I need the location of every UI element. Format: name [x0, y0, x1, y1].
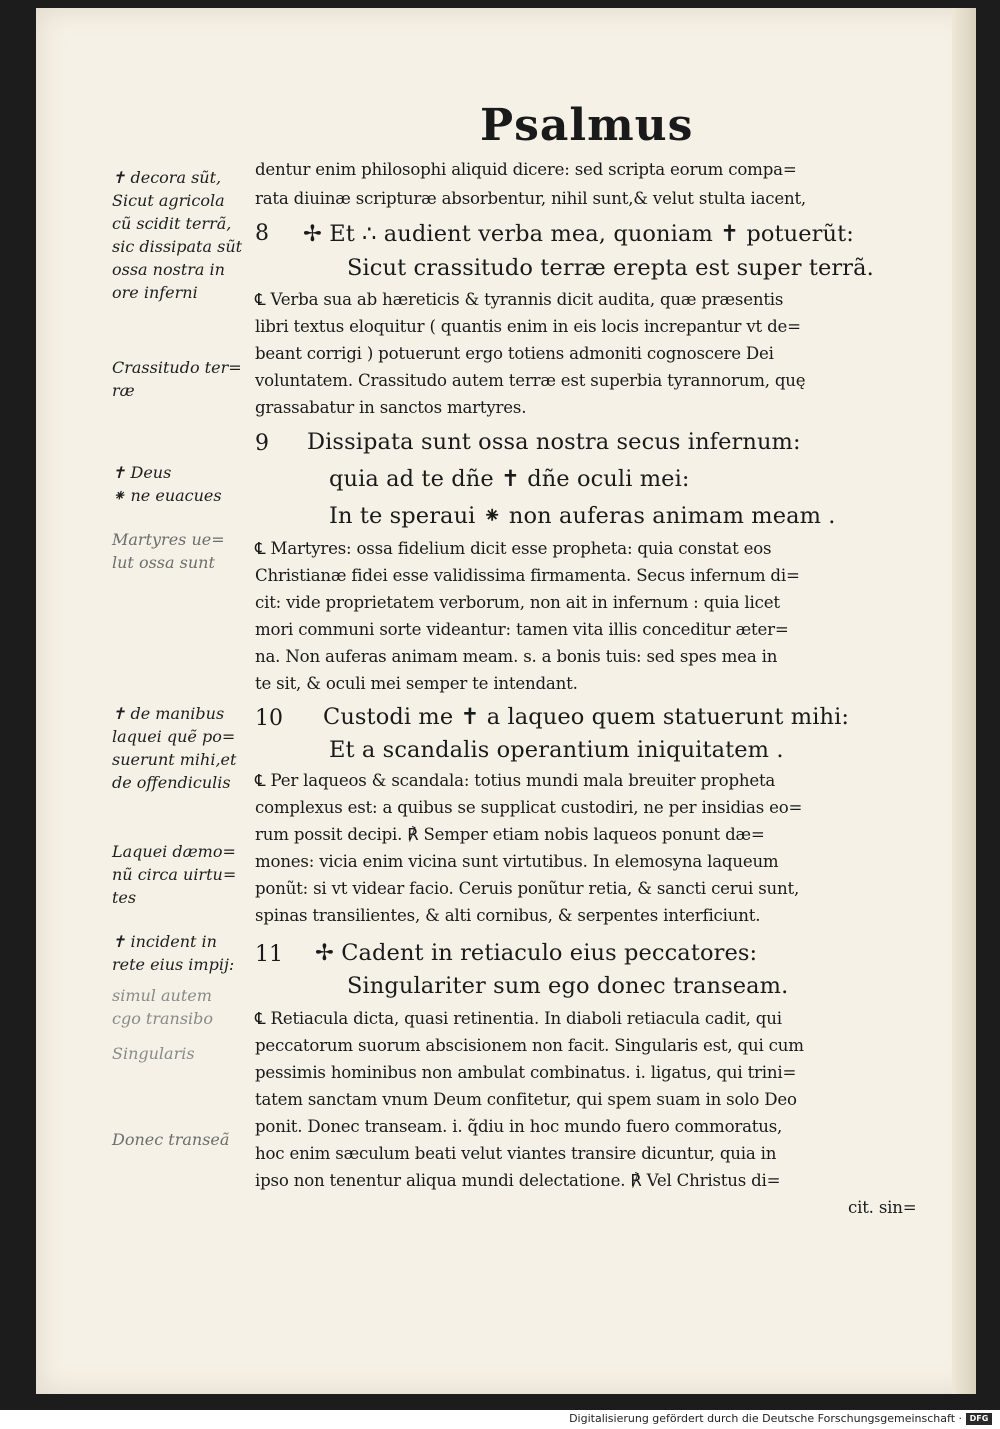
commentary-line: Christianæ fidei esse validissima firmamenta. Secus infernum di= — [255, 566, 800, 585]
commentary-line: peccatorum suorum abscisionem non facit. Singularis est, qui cum — [255, 1036, 804, 1055]
margin-note: ✝ de manibus laquei quẽ po= suerunt mihi,et de offendiculis — [112, 704, 237, 792]
commentary-line: te sit, & oculi mei semper te intendant. — [255, 674, 578, 693]
commentary-line: tatem sanctam vnum Deum confitetur, qui spem suam in solo Deo — [255, 1090, 797, 1109]
margin-note: Crassitudo ter= ræ — [112, 358, 242, 400]
verse-line: ✢ Cadent in retiaculo eius peccatores: — [315, 940, 758, 966]
funding-credit: Digitalisierung gefördert durch die Deutsche Forschungsgemeinschaft · — [569, 1412, 962, 1425]
commentary-line: ℄ Retiacula dicta, quasi retinentia. In diaboli retiacula cadit, qui — [255, 1009, 782, 1028]
margin-note: ✝ incident in rete eius impij: — [112, 932, 235, 974]
commentary-line: dentur enim philosophi aliquid dicere: sed scripta eorum compa= — [255, 160, 797, 179]
margin-note: Laquei dæmo= nũ circa uirtu= tes — [112, 842, 237, 907]
commentary-line: cit: vide proprietatem verborum, non ait in infernum : quia licet — [255, 593, 780, 612]
commentary-line: ponit. Donec transeam. i. q̃diu in hoc mundo fuero commoratus, — [255, 1117, 783, 1136]
margin-note: Martyres ue= lut ossa sunt — [112, 530, 225, 572]
verse-number: 10 — [255, 706, 283, 731]
commentary-line: rata diuinæ scripturæ absorbentur, nihil sunt,& velut stulta iacent, — [255, 189, 807, 208]
commentary-line: grassabatur in sanctos martyres. — [255, 398, 527, 417]
commentary-line: pessimis hominibus non ambulat combinatus. i. ligatus, qui trini= — [255, 1063, 797, 1082]
commentary-line: voluntatem. Crassitudo autem terræ est superbia tyrannorum, quę — [255, 371, 806, 390]
commentary-line: libri textus eloquitur ( quantis enim in eis locis increpantur vt de= — [255, 317, 801, 336]
verse-line: Dissipata sunt ossa nostra secus infernum: — [307, 429, 801, 455]
dfg-logo: DFG — [966, 1413, 992, 1425]
commentary-line: ipso non tenentur aliqua mundi delectatione. ℟ Vel Christus di= — [255, 1171, 781, 1190]
commentary-line: ponũt: si vt videar facio. Ceruis ponũtur retia, & sancti cerui sunt, — [255, 879, 800, 898]
verse-line: In te speraui ⁕ non auferas animam meam . — [329, 503, 836, 529]
commentary-line: na. Non auferas animam meam. s. a bonis tuis: sed spes mea in — [255, 647, 778, 666]
verse-line: Et a scandalis operantium iniquitatem . — [329, 737, 784, 763]
catchword: cit. sin= — [848, 1198, 917, 1217]
margin-note: Donec transeã — [112, 1130, 230, 1149]
verse-line: ✢ Et ∴ audient verba mea, quoniam ✝ potuerũt: — [303, 221, 854, 247]
verse-line: Singulariter sum ego donec transeam. — [347, 973, 789, 999]
commentary-line: spinas transilientes, & alti cornibus, & serpentes interficiunt. — [255, 906, 761, 925]
commentary-line: rum possit decipi. ℟ Semper etiam nobis laqueos ponunt dæ= — [255, 825, 765, 844]
commentary-line: mori communi sorte videantur: tamen vita illis conceditur æter= — [255, 620, 789, 639]
verse-line: Sicut crassitudo terræ erepta est super terrã. — [347, 255, 874, 281]
page-header-title: Psalmus — [480, 100, 694, 151]
commentary-line: complexus est: a quibus se supplicat custodiri, ne per insidias eo= — [255, 798, 803, 817]
margin-note: ✝ Deus ⁕ ne euacues — [112, 463, 222, 505]
commentary-line: ℄ Per laqueos & scandala: totius mundi mala breuiter propheta — [255, 771, 776, 790]
verse-line: Custodi me ✝ a laqueo quem statuerunt mihi: — [323, 704, 850, 730]
verse-number: 9 — [255, 431, 269, 456]
page-edge — [952, 8, 976, 1394]
commentary-line: ℄ Verba sua ab hæreticis & tyrannis dicit audita, quæ præsentis — [255, 290, 784, 309]
footer-bar — [0, 1410, 1000, 1429]
margin-note: simul autem cgo transibo — [112, 986, 214, 1028]
verse-number: 11 — [255, 942, 283, 967]
verse-number: 8 — [255, 221, 269, 246]
commentary-line: beant corrigi ) potuerunt ergo totiens admoniti cognoscere Dei — [255, 344, 774, 363]
commentary-line: hoc enim sæculum beati velut viantes transire dicuntur, quia in — [255, 1144, 777, 1163]
verse-line: quia ad te dñe ✝ dñe oculi mei: — [329, 466, 690, 492]
margin-note: Singularis — [112, 1044, 195, 1063]
commentary-line: mones: vicia enim vicina sunt virtutibus. In elemosyna laqueum — [255, 852, 779, 871]
margin-note: ✝ decora sũt, Sicut agricola cũ scidit terrã, sic dissipata sũt ossa nostra in ore inferni — [112, 168, 243, 302]
commentary-line: ℄ Martyres: ossa fidelium dicit esse propheta: quia constat eos — [255, 539, 772, 558]
